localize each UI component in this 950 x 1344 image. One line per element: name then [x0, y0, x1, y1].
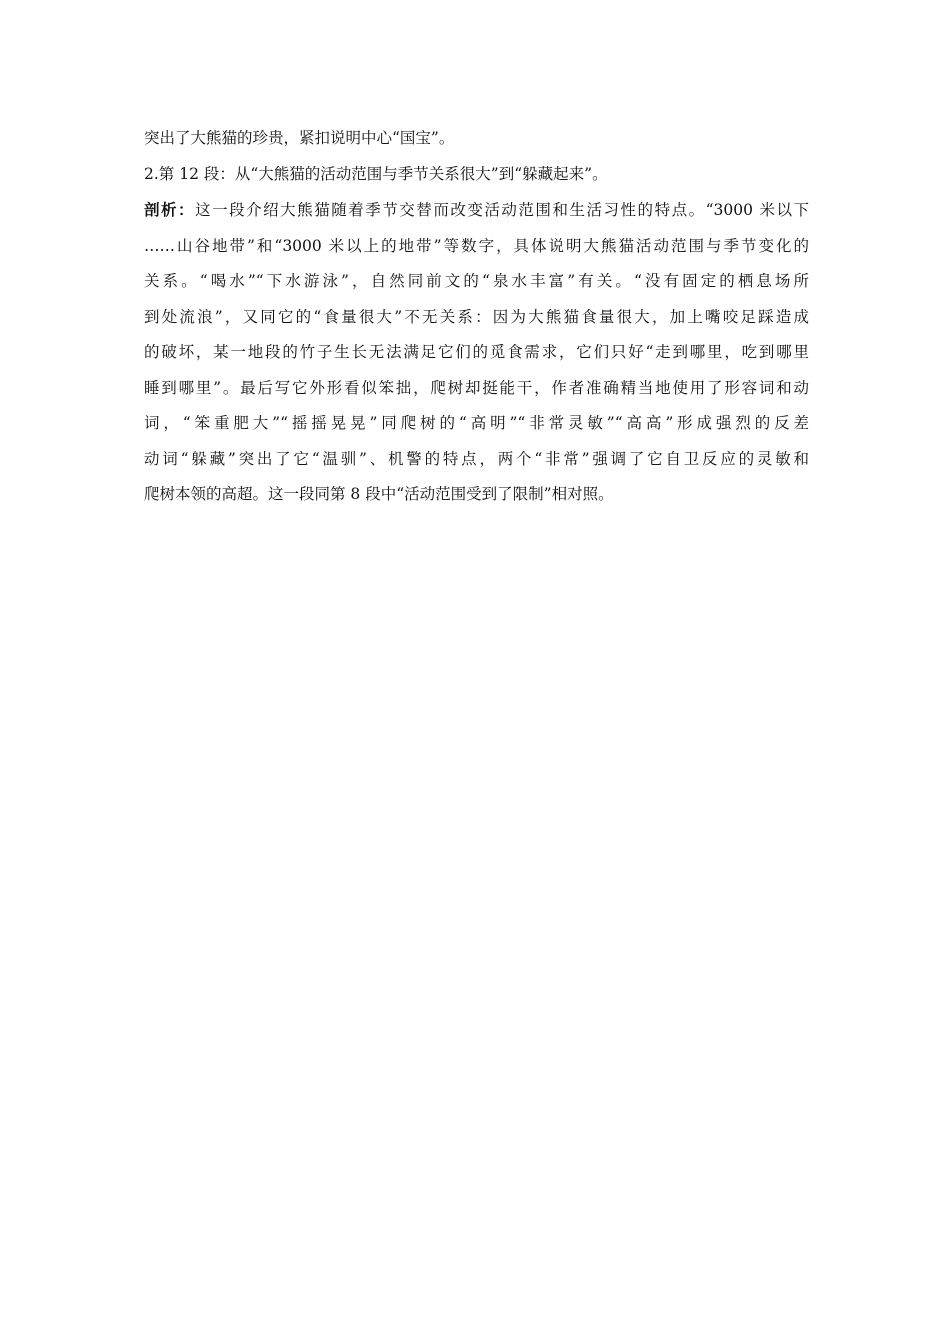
document-body: [144, 121, 809, 513]
analysis-line-6: 睡到哪里”。最后写它外形看似笨拙，爬树却挺能干，作者准确精当地使用了形容词和动: [144, 378, 809, 397]
paragraph-line-1: 突出了大熊猫的珍贵，紧扣说明中心“国宝”。: [144, 129, 455, 147]
analysis-line-7: 词，“笨重肥大”“摇摇晃晃”同爬树的“高明”“非常灵敏”“高高”形成强烈的反差: [144, 414, 809, 432]
analysis-label: 剖析：: [144, 200, 196, 219]
analysis-line-4: 到处流浪”，又同它的“食量很大”不无关系：因为大熊猫食量很大，加上嘴咬足踩造成: [144, 307, 809, 326]
analysis-line-9: 爬树本领的高超。这一段同第 8 段中“活动范围受到了限制”相对照。: [144, 485, 614, 503]
analysis-line-2: ……山谷地带”和“3000 米以上的地带”等数字，具体说明大熊猫活动范围与季节变化的: [144, 236, 809, 255]
analysis-line-3: 关系。“喝水”“下水游泳”，自然同前文的“泉水丰富”有关。“没有固定的栖息场所: [144, 272, 809, 290]
section-heading-paragraph-12: 2.第 12 段：从“大熊猫的活动范围与季节关系很大”到“躲藏起来”。: [144, 164, 608, 183]
analysis-line-1: [144, 192, 809, 229]
analysis-line-8: 动词“躲藏”突出了它“温驯”、机警的特点，两个“非常”强调了它自卫反应的灵敏和: [144, 449, 809, 468]
analysis-line-5: 的破坏，某一地段的竹子生长无法满足它们的觅食需求，它们只好“走到哪里，吃到哪里: [144, 343, 809, 361]
analysis-text-1: 这一段介绍大熊猫随着季节交替而改变活动范围和生活习性的特点。“3000 米以下: [195, 201, 809, 219]
